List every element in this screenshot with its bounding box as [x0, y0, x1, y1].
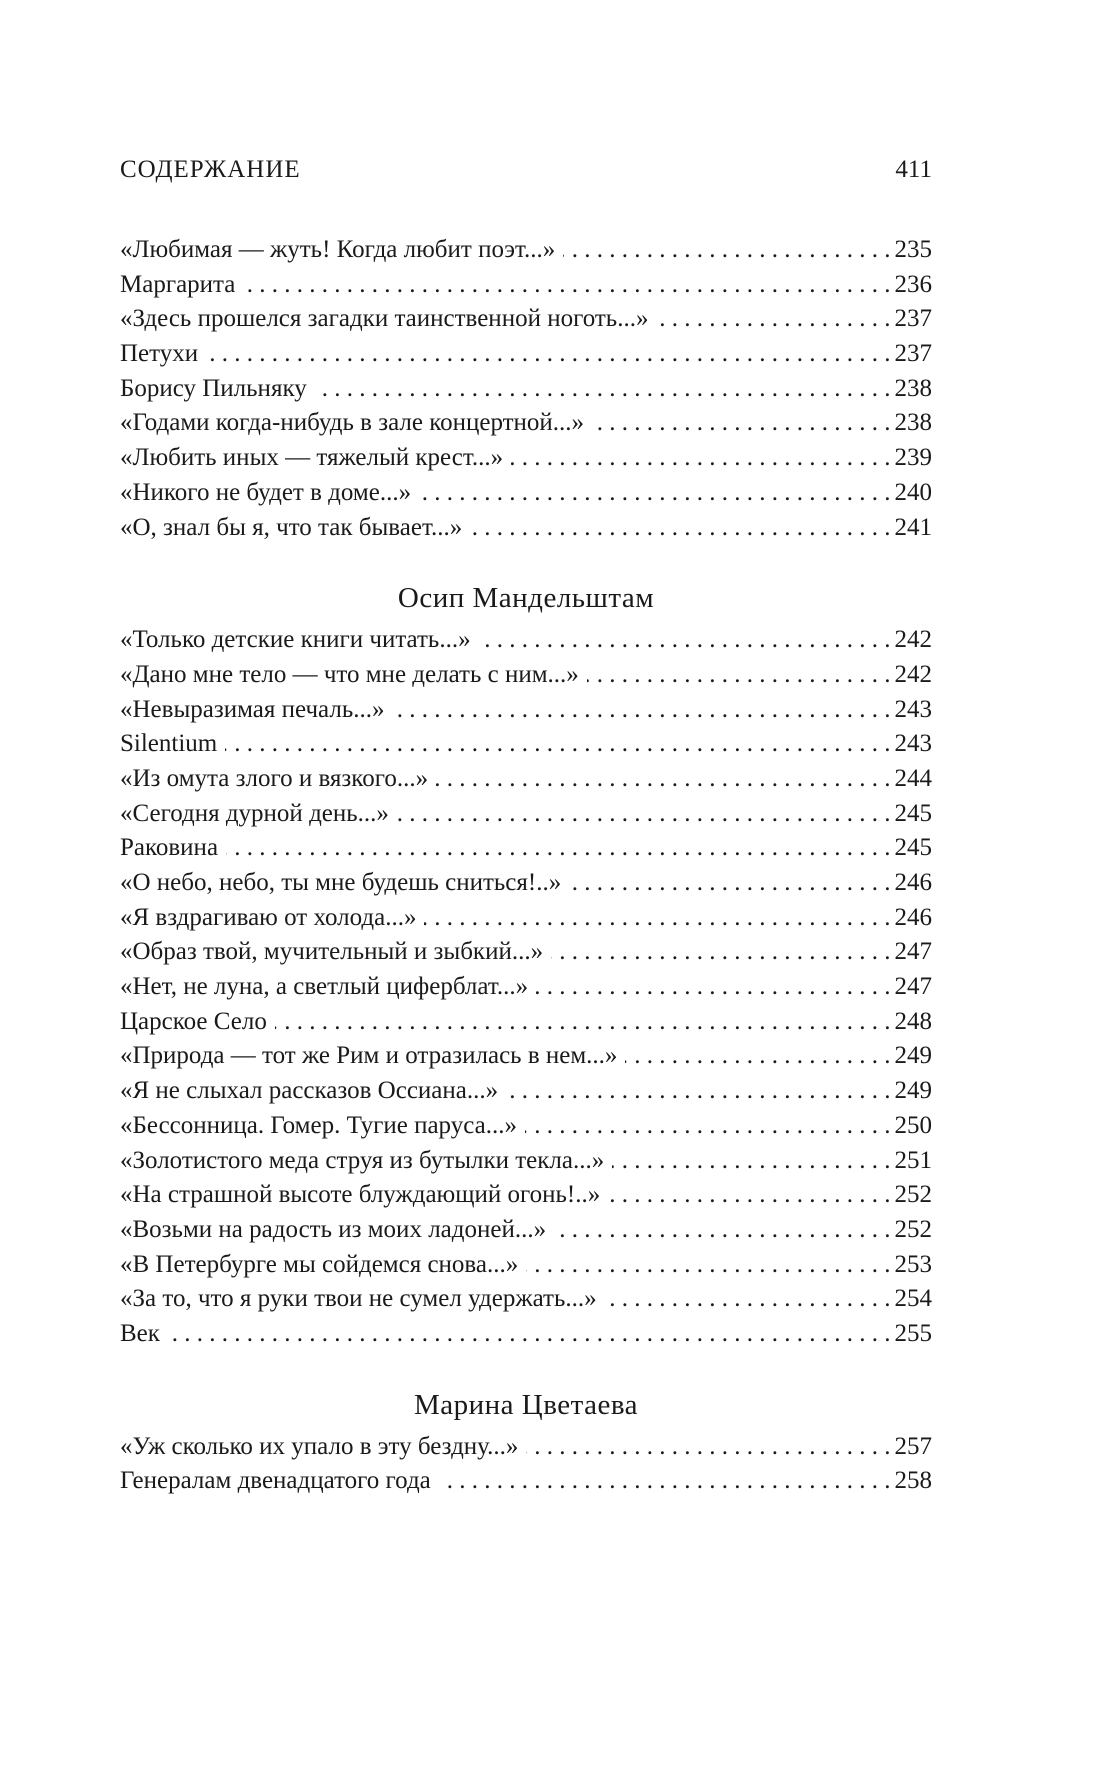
- dot-leader: [397, 797, 891, 832]
- toc-entry-page: 245: [894, 834, 932, 862]
- section-heading: Осип Мандельштам: [397, 582, 655, 615]
- running-header-title: СОДЕРЖАНИЕ: [120, 156, 301, 183]
- toc-entry-page: 239: [894, 444, 932, 472]
- dot-leader: [226, 831, 890, 866]
- toc-entry-page: 247: [894, 938, 932, 966]
- dot-leader: [551, 935, 890, 970]
- toc-entry-title: Борису Пильняку: [120, 374, 307, 402]
- toc-entry-page: 237: [894, 340, 932, 368]
- toc-entry[interactable]: [120, 970, 932, 1005]
- toc-entry-title: «Нет, не луна, а светлый циферблат...»: [120, 973, 529, 1001]
- toc-entry[interactable]: [120, 1074, 932, 1109]
- toc-entry-page: 242: [894, 626, 932, 654]
- toc-entry-title: «О, знал бы я, что так бывает...»: [120, 513, 463, 541]
- toc-entry-title: «Сегодня дурной день...»: [120, 799, 389, 827]
- toc-entry-title: «Из омута злого и вязкого...»: [120, 764, 429, 792]
- toc-entry[interactable]: [120, 1178, 932, 1213]
- toc-entry[interactable]: [120, 372, 932, 407]
- toc-entry[interactable]: [120, 511, 932, 546]
- toc-entry-page: 246: [894, 903, 932, 931]
- toc-entry-title: «О небо, небо, ты мне будешь сниться!..»: [120, 869, 562, 896]
- toc-entry-title: «Годами когда-нибудь в зале концертной...»: [120, 409, 585, 437]
- dot-leader: [563, 233, 890, 268]
- toc-entry-title: «Бессонница. Гомер. Тугие паруса...»: [120, 1111, 517, 1139]
- toc-entry-page: 243: [894, 730, 932, 758]
- toc-entry-page: 243: [894, 695, 932, 723]
- toc-entry[interactable]: [120, 727, 932, 762]
- toc-entry-title: «Здесь прошелся загадки таинственной ноготь...»: [120, 305, 649, 333]
- toc-entry-title: Царское Село: [120, 1007, 267, 1035]
- toc-entry-title: Silentium: [120, 730, 218, 758]
- running-header: [120, 156, 932, 184]
- toc-entry[interactable]: [120, 1430, 932, 1465]
- toc-entry[interactable]: [120, 1039, 932, 1074]
- toc-entry-page: 254: [894, 1285, 932, 1313]
- toc-entry-title: «Любить иных — тяжелый крест...»: [120, 444, 504, 472]
- toc-entry[interactable]: [120, 1248, 932, 1283]
- dot-leader: [536, 970, 890, 1005]
- dot-leader: [506, 1074, 890, 1109]
- dot-leader: [243, 268, 890, 303]
- toc-entry-page: 252: [894, 1181, 932, 1209]
- toc-entry-page: 252: [894, 1215, 932, 1243]
- toc-entry-page: 249: [894, 1077, 932, 1105]
- dot-leader: [470, 511, 890, 546]
- toc-section: [120, 573, 932, 1351]
- dot-leader: [436, 762, 890, 797]
- toc-entry-title: Раковина: [120, 834, 219, 862]
- toc-entry-page: 258: [894, 1467, 932, 1495]
- toc-entry[interactable]: [120, 1317, 932, 1352]
- toc-entry[interactable]: [120, 623, 932, 658]
- toc-entry-page: 241: [894, 513, 932, 541]
- toc-entry[interactable]: [120, 302, 932, 337]
- toc-entry-title: Генералам двенадцатого года: [120, 1467, 431, 1495]
- toc-section: [120, 1380, 932, 1499]
- dot-leader: [479, 623, 891, 658]
- toc-entry-page: 238: [894, 374, 932, 402]
- toc-entry-title: Маргарита: [120, 270, 236, 298]
- toc-entry-page: 249: [894, 1042, 932, 1070]
- toc-entry[interactable]: [120, 1144, 932, 1179]
- dot-leader: [392, 693, 890, 728]
- section-heading: Марина Цветаева: [413, 1388, 639, 1421]
- table-of-contents: [120, 233, 932, 1499]
- dot-leader: [592, 406, 890, 441]
- dot-leader: [587, 658, 891, 693]
- toc-entry[interactable]: [120, 476, 932, 511]
- dot-leader: [168, 1317, 891, 1352]
- toc-entry-title: «Образ твой, мучительный и зыбкий...»: [120, 938, 544, 966]
- dot-leader: [656, 302, 890, 337]
- toc-entry[interactable]: [120, 831, 932, 866]
- toc-entry[interactable]: [120, 1213, 932, 1248]
- dot-leader: [424, 901, 890, 936]
- toc-entry-page: 253: [894, 1250, 932, 1278]
- toc-entry-page: 246: [894, 869, 932, 896]
- toc-entry-title: «Золотистого меда струя из бутылки текла...»: [120, 1146, 605, 1174]
- toc-entry[interactable]: [120, 406, 932, 441]
- toc-entry[interactable]: [120, 1005, 932, 1040]
- toc-entry-page: 235: [894, 236, 932, 263]
- toc-entry-title: «Природа — тот же Рим и отразилась в нем...»: [120, 1042, 618, 1070]
- toc-entry[interactable]: [120, 1464, 932, 1499]
- toc-entry[interactable]: [120, 935, 932, 970]
- toc-entry-page: 248: [894, 1007, 932, 1035]
- toc-entry[interactable]: [120, 337, 932, 372]
- toc-entry[interactable]: [120, 233, 932, 268]
- dot-leader: [419, 476, 890, 511]
- toc-entry-title: Век: [120, 1319, 160, 1347]
- toc-entry[interactable]: [120, 866, 932, 901]
- toc-entry-title: Петухи: [120, 340, 199, 368]
- toc-entry[interactable]: [120, 693, 932, 728]
- toc-entry-page: 244: [894, 764, 932, 792]
- toc-entry-page: 255: [894, 1319, 932, 1347]
- toc-entry-page: 245: [894, 799, 932, 827]
- toc-entry-title: «Никого не будет в доме...»: [120, 478, 412, 506]
- dot-leader: [439, 1464, 891, 1499]
- dot-leader: [315, 372, 891, 407]
- toc-entry[interactable]: [120, 1109, 932, 1144]
- toc-entry-title: «Невыразимая печаль...»: [120, 695, 385, 723]
- dot-leader: [225, 727, 890, 762]
- toc-entry-title: «Только детские книги читать...»: [120, 626, 471, 654]
- dot-leader: [526, 1430, 890, 1465]
- toc-entry-page: 257: [894, 1432, 932, 1460]
- toc-entry-page: 237: [894, 305, 932, 333]
- toc-entry-title: «В Петербурге мы сойдемся снова...»: [120, 1250, 519, 1278]
- toc-entry-title: «За то, что я руки твои не сумел удержать...»: [120, 1285, 597, 1313]
- dot-leader: [511, 441, 890, 476]
- dot-leader: [569, 866, 890, 901]
- dot-leader: [275, 1005, 891, 1040]
- toc-entry[interactable]: [120, 658, 932, 693]
- toc-entry[interactable]: [120, 762, 932, 797]
- toc-entry-page: 238: [894, 409, 932, 437]
- toc-entry-page: 250: [894, 1111, 932, 1139]
- page-number: 411: [895, 156, 932, 183]
- dot-leader: [525, 1109, 891, 1144]
- toc-entry-title: «Уж сколько их упало в эту бездну...»: [120, 1432, 519, 1460]
- toc-entry-page: 236: [894, 270, 932, 298]
- dot-leader: [526, 1248, 890, 1283]
- toc-entry-page: 240: [894, 478, 932, 506]
- toc-entry-page: 242: [894, 660, 932, 688]
- toc-entry[interactable]: [120, 1282, 932, 1317]
- dot-leader: [206, 337, 890, 372]
- dot-leader: [605, 1282, 891, 1317]
- dot-leader: [554, 1213, 890, 1248]
- toc-entry-page: 251: [894, 1146, 932, 1174]
- dot-leader: [608, 1178, 890, 1213]
- toc-entry-title: «Дано мне тело — что мне делать с ним...»: [120, 660, 579, 688]
- toc-entry[interactable]: [120, 268, 932, 303]
- toc-entry-title: «Я вздрагиваю от холода...»: [120, 903, 417, 931]
- dot-leader: [612, 1144, 890, 1179]
- toc-section: [120, 233, 932, 545]
- toc-entry-page: 247: [894, 973, 932, 1001]
- toc-entry[interactable]: [120, 901, 932, 936]
- toc-entry-title: «Я не слыхал рассказов Оссиана...»: [120, 1077, 499, 1105]
- toc-entry-title: «Возьми на радость из моих ладоней...»: [120, 1215, 547, 1243]
- toc-entry[interactable]: [120, 797, 932, 832]
- toc-entry-title: «На страшной высоте блуждающий огонь!..»: [120, 1181, 601, 1209]
- toc-entry-title: «Любимая — жуть! Когда любит поэт...»: [120, 236, 556, 263]
- dot-leader: [625, 1039, 890, 1074]
- toc-entry[interactable]: [120, 441, 932, 476]
